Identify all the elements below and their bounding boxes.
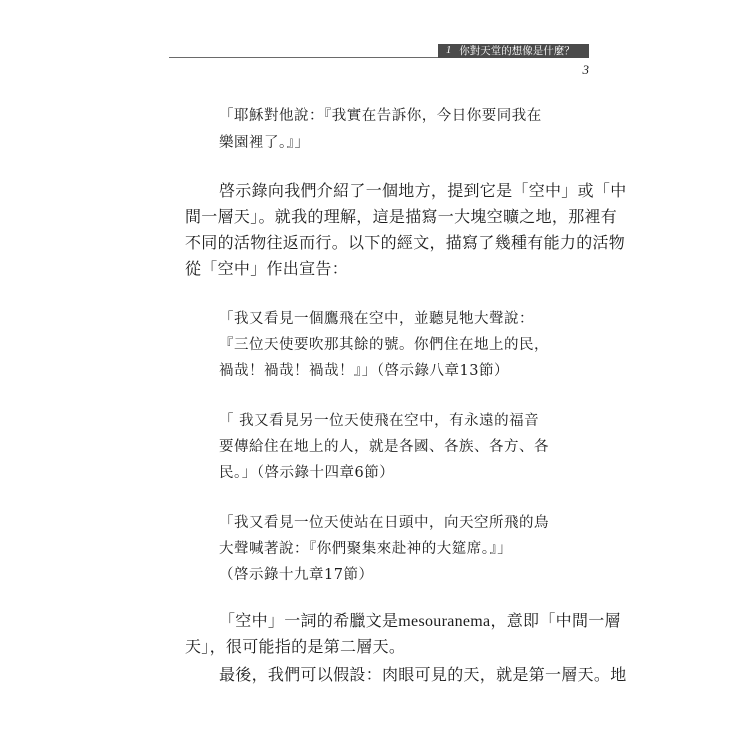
para2-line-2: 天」，很可能指的是第二層天。: [185, 639, 406, 656]
quote3-line-2: 要傳給住在地上的人，就是各國、各族、各方、各: [219, 439, 549, 455]
page-number: 3: [582, 62, 589, 77]
quote4-line-2: 大聲喊著說：『你們聚集來赴神的大筵席。』」: [219, 541, 513, 557]
quote1-line-1: 「耶穌對他說：『我實在告訴你，今日你要同我在: [219, 108, 542, 124]
running-header: [438, 44, 589, 58]
quote4-line-3: （啓示錄十九章17節）: [219, 567, 374, 583]
para1-line-4: 從「空中」作出宣告：: [185, 261, 349, 278]
para1-line-3: 不同的活物往返而行。以下的經文，描寫了幾種有能力的活物: [185, 235, 626, 252]
quote1-line-2: 樂園裡了。』」: [219, 135, 310, 151]
para2-line-1: 「空中」一詞的希臘文是mesouranema，意即「中間一層: [219, 613, 621, 630]
para1-line-1: 啓示錄向我們介紹了一個地方，提到它是「空中」或「中: [219, 183, 627, 200]
para1-line-2: 間一層天」。就我的理解，這是描寫一大塊空曠之地，那裡有: [185, 209, 618, 226]
quote2-line-2: 『三位天使要吹那其餘的號。你們住在地上的民，: [219, 337, 549, 353]
chapter-number: 1: [446, 45, 452, 56]
quote2-line-1: 「我又看見一個鷹飛在空中，並聽見牠大聲說：: [219, 311, 534, 327]
quote3-line-1: 「 我又看見另一位天使飛在空中，有永遠的福音: [219, 413, 540, 429]
quote2-line-3: 禍哉！禍哉！禍哉！』」（啓示錄八章13節）: [219, 363, 509, 379]
para3-line-1: 最後，我們可以假設：肉眼可見的天，就是第一層天。地: [219, 667, 627, 684]
quote3-line-3: 民。」（啓示錄十四章6節）: [219, 465, 395, 481]
quote4-line-1: 「我又看見一位天使站在日頭中，向天空所飛的鳥: [219, 515, 549, 531]
chapter-title: 你對天堂的想像是什麼？: [459, 45, 575, 57]
